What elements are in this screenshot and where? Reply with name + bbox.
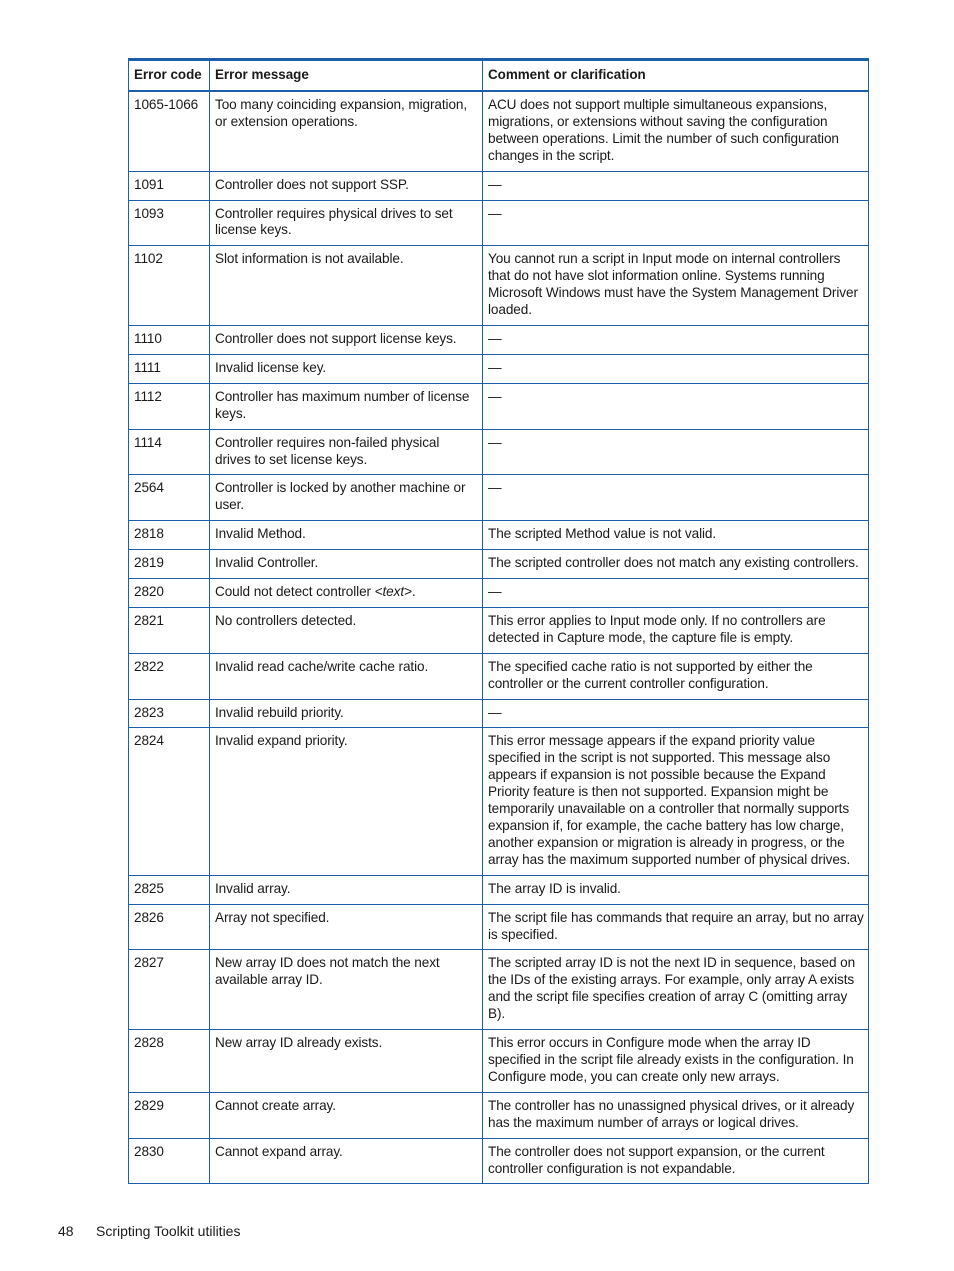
table-row (129, 1138, 869, 1184)
comment-cell: The scripted array ID is not the next ID in sequence, based on the IDs of the existing arrays. For example, only array A exists and the script file specifies creation of array C (omitting array B). (483, 950, 869, 1030)
error-message-cell: Cannot create array. (210, 1092, 483, 1138)
error-code-cell: 2822 (129, 653, 210, 699)
error-code-cell: 2830 (129, 1138, 210, 1184)
table-row (129, 950, 869, 1030)
table-header-row (129, 60, 869, 92)
header-comment: Comment or clarification (483, 60, 869, 92)
header-error-code: Error code (129, 60, 210, 92)
error-message-cell: Too many coinciding expansion, migration, or extension operations. (210, 91, 483, 171)
comment-cell: — (483, 325, 869, 354)
table-row (129, 429, 869, 475)
table-row (129, 521, 869, 550)
table-row (129, 607, 869, 653)
error-code-cell: 2564 (129, 475, 210, 521)
error-message-cell: Controller does not support license keys. (210, 325, 483, 354)
error-message-cell: Cannot expand array. (210, 1138, 483, 1184)
error-code-cell: 2820 (129, 579, 210, 608)
table-row (129, 904, 869, 950)
table-row (129, 171, 869, 200)
table-header (129, 60, 869, 92)
header-error-message: Error message (210, 60, 483, 92)
comment-cell: — (483, 354, 869, 383)
comment-cell: The script file has commands that require an array, but no array is specified. (483, 904, 869, 950)
table-row (129, 246, 869, 326)
comment-cell: This error occurs in Configure mode when the array ID specified in the script file already exists in the configuration. In Configure mode, you can create only new arrays. (483, 1030, 869, 1093)
error-code-cell: 1111 (129, 354, 210, 383)
error-code-cell: 2826 (129, 904, 210, 950)
error-code-cell: 2824 (129, 728, 210, 875)
table-row (129, 325, 869, 354)
comment-cell: — (483, 200, 869, 246)
error-code-cell: 2829 (129, 1092, 210, 1138)
error-code-cell: 1091 (129, 171, 210, 200)
table-row (129, 1030, 869, 1093)
table-row (129, 579, 869, 608)
error-message-cell: Invalid rebuild priority. (210, 699, 483, 728)
comment-cell: This error message appears if the expand priority value specified in the script is not supported. This message also appears if expansion is not possible because the Expand Priority feature is then not supported. Expansion might be temporarily unavailable on a controller that normally supports expansion if, for example, the cache battery has low charge, another expansion or migration is already in progress, or the array has the maximum supported number of physical drives. (483, 728, 869, 875)
error-message-cell: Invalid Controller. (210, 550, 483, 579)
comment-cell: The specified cache ratio is not supported by either the controller or the current controller configuration. (483, 653, 869, 699)
error-message-cell: Invalid read cache/write cache ratio. (210, 653, 483, 699)
error-message-cell: New array ID already exists. (210, 1030, 483, 1093)
error-code-cell: 1102 (129, 246, 210, 326)
comment-cell: The controller does not support expansion, or the current controller configuration is not expandable. (483, 1138, 869, 1184)
error-message-cell: No controllers detected. (210, 607, 483, 653)
error-code-cell: 1110 (129, 325, 210, 354)
error-code-cell: 1065-1066 (129, 91, 210, 171)
error-code-cell: 1093 (129, 200, 210, 246)
placeholder-variable: <text> (374, 584, 412, 600)
error-code-cell: 2828 (129, 1030, 210, 1093)
comment-cell: — (483, 475, 869, 521)
table-row (129, 550, 869, 579)
table-row (129, 653, 869, 699)
error-code-cell: 2818 (129, 521, 210, 550)
error-code-cell: 2827 (129, 950, 210, 1030)
error-message-cell: Controller has maximum number of license keys. (210, 383, 483, 429)
comment-cell: — (483, 579, 869, 608)
error-message-cell: Slot information is not available. (210, 246, 483, 326)
comment-cell: The scripted Method value is not valid. (483, 521, 869, 550)
error-code-cell: 2819 (129, 550, 210, 579)
error-code-cell: 1114 (129, 429, 210, 475)
error-code-cell: 2825 (129, 875, 210, 904)
table-row (129, 699, 869, 728)
comment-cell: The controller has no unassigned physical drives, or it already has the maximum number of arrays or logical drives. (483, 1092, 869, 1138)
comment-cell: ACU does not support multiple simultaneous expansions, migrations, or extensions without saving the configuration between operations. Limit the number of such configuration changes in the script. (483, 91, 869, 171)
table-row (129, 1092, 869, 1138)
section-title: Scripting Toolkit utilities (96, 1223, 241, 1239)
error-message-text: Could not detect controller (215, 584, 375, 600)
table-row (129, 475, 869, 521)
table-row (129, 383, 869, 429)
comment-cell: — (483, 171, 869, 200)
table-row (129, 200, 869, 246)
error-message-suffix: . (411, 584, 416, 600)
table-row (129, 728, 869, 875)
table-body (129, 91, 869, 1184)
error-message-cell: Controller requires non-failed physical drives to set license keys. (210, 429, 483, 475)
error-code-cell: 2821 (129, 607, 210, 653)
table-row (129, 875, 869, 904)
comment-cell: — (483, 699, 869, 728)
error-message-cell: Invalid expand priority. (210, 728, 483, 875)
error-code-table-container (128, 58, 868, 1184)
error-code-cell: 2823 (129, 699, 210, 728)
comment-cell: — (483, 429, 869, 475)
error-message-cell: Controller requires physical drives to set license keys. (210, 200, 483, 246)
comment-cell: — (483, 383, 869, 429)
comment-cell: You cannot run a script in Input mode on internal controllers that do not have slot information online. Systems running Microsoft Windows must have the System Management Driver loaded. (483, 246, 869, 326)
error-message-cell: Controller is locked by another machine or user. (210, 475, 483, 521)
page-footer (58, 1223, 240, 1239)
comment-cell: The array ID is invalid. (483, 875, 869, 904)
error-message-cell: Invalid array. (210, 875, 483, 904)
error-code-cell: 1112 (129, 383, 210, 429)
table-row (129, 91, 869, 171)
error-message-cell: Invalid Method. (210, 521, 483, 550)
comment-cell: This error applies to Input mode only. If no controllers are detected in Capture mode, the capture file is empty. (483, 607, 869, 653)
error-message-cell: Invalid license key. (210, 354, 483, 383)
error-message-cell: New array ID does not match the next available array ID. (210, 950, 483, 1030)
comment-cell: The scripted controller does not match any existing controllers. (483, 550, 869, 579)
error-message-cell: Controller does not support SSP. (210, 171, 483, 200)
error-message-cell: Array not specified. (210, 904, 483, 950)
error-code-table (128, 58, 869, 1184)
error-message-cell (210, 579, 483, 608)
table-row (129, 354, 869, 383)
page-number: 48 (58, 1223, 74, 1239)
